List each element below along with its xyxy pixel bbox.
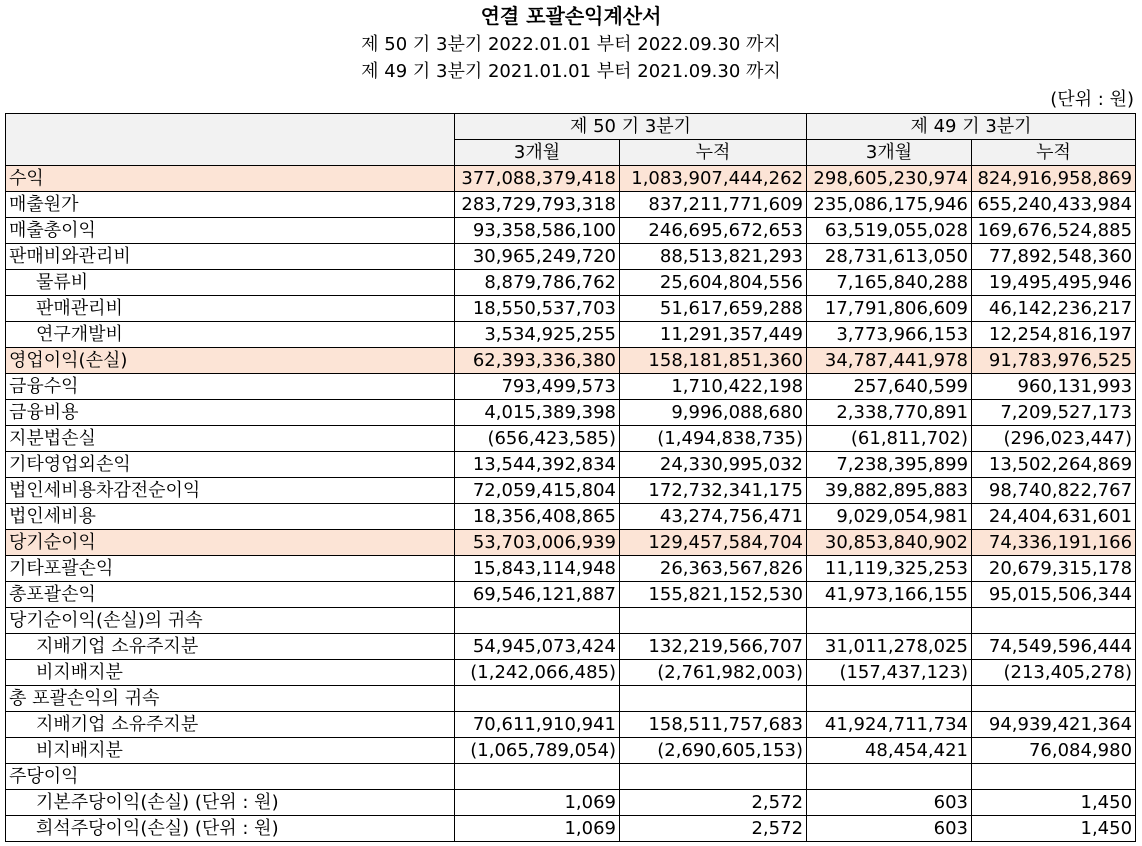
table-row [6, 764, 1136, 790]
value-prior-3m: 34,787,441,978 [807, 348, 972, 374]
value-current-cum: 51,617,659,288 [620, 296, 807, 322]
value-prior-3m: (157,437,123) [807, 660, 972, 686]
table-row [6, 374, 1136, 400]
value-prior-3m: 298,605,230,974 [807, 166, 972, 192]
table-row [6, 400, 1136, 426]
table-body [6, 166, 1136, 842]
value-current-cum: 24,330,995,032 [620, 452, 807, 478]
value-current-3m [455, 608, 620, 634]
value-prior-cum: 1,450 [972, 790, 1136, 816]
value-prior-cum: 19,495,495,946 [972, 270, 1136, 296]
value-current-3m: 283,729,793,318 [455, 192, 620, 218]
period-current: 제 50 기 3분기 2022.01.01 부터 2022.09.30 까지 [361, 34, 781, 55]
value-prior-3m: 2,338,770,891 [807, 400, 972, 426]
value-current-3m: 93,358,586,100 [455, 218, 620, 244]
value-prior-3m: 235,086,175,946 [807, 192, 972, 218]
value-prior-3m: 7,165,840,288 [807, 270, 972, 296]
table-row [6, 816, 1136, 842]
value-prior-3m: 41,924,711,734 [807, 712, 972, 738]
row-label: 영업이익(손실) [6, 348, 455, 374]
value-prior-cum: 98,740,822,767 [972, 478, 1136, 504]
table-row [6, 348, 1136, 374]
value-prior-cum [972, 764, 1136, 790]
value-current-3m [455, 686, 620, 712]
value-prior-3m: 31,011,278,025 [807, 634, 972, 660]
table-row [6, 296, 1136, 322]
row-label: 기타포괄손익 [6, 556, 455, 582]
value-current-cum: 172,732,341,175 [620, 478, 807, 504]
value-prior-cum: 95,015,506,344 [972, 582, 1136, 608]
value-prior-cum: 655,240,433,984 [972, 192, 1136, 218]
value-prior-cum: 960,131,993 [972, 374, 1136, 400]
value-current-cum [620, 764, 807, 790]
value-current-3m: 1,069 [455, 790, 620, 816]
value-prior-3m: 603 [807, 816, 972, 842]
value-current-cum: 158,511,757,683 [620, 712, 807, 738]
value-current-3m: 4,015,389,398 [455, 400, 620, 426]
value-prior-cum: 76,084,980 [972, 738, 1136, 764]
row-label: 지배기업 소유주지분 [6, 634, 455, 660]
value-prior-3m: 39,882,895,883 [807, 478, 972, 504]
value-current-3m: (656,423,585) [455, 426, 620, 452]
table-row [6, 192, 1136, 218]
value-current-cum: 155,821,152,530 [620, 582, 807, 608]
value-prior-cum: 24,404,631,601 [972, 504, 1136, 530]
table-row [6, 322, 1136, 348]
row-label: 지배기업 소유주지분 [6, 712, 455, 738]
value-current-3m: 15,843,114,948 [455, 556, 620, 582]
value-prior-cum: 7,209,527,173 [972, 400, 1136, 426]
value-prior-3m: 17,791,806,609 [807, 296, 972, 322]
value-current-3m: 18,550,537,703 [455, 296, 620, 322]
value-current-cum: 837,211,771,609 [620, 192, 807, 218]
row-label: 비지배지분 [6, 738, 455, 764]
table-row [6, 660, 1136, 686]
value-current-cum: 43,274,756,471 [620, 504, 807, 530]
value-current-cum: (2,690,605,153) [620, 738, 807, 764]
value-current-cum: 26,363,567,826 [620, 556, 807, 582]
value-current-3m: 1,069 [455, 816, 620, 842]
value-current-cum: 88,513,821,293 [620, 244, 807, 270]
row-label: 판매관리비 [6, 296, 455, 322]
table-row [6, 738, 1136, 764]
row-label: 주당이익 [6, 764, 455, 790]
value-current-3m: 70,611,910,941 [455, 712, 620, 738]
value-prior-3m: (61,811,702) [807, 426, 972, 452]
header-prior-cum: 누적 [972, 140, 1136, 166]
value-prior-cum [972, 608, 1136, 634]
table-row [6, 452, 1136, 478]
table-row [6, 244, 1136, 270]
value-prior-cum [972, 686, 1136, 712]
value-current-cum: 158,181,851,360 [620, 348, 807, 374]
income-statement-table [5, 113, 1136, 842]
value-current-cum: 11,291,357,449 [620, 322, 807, 348]
period-prior: 제 49 기 3분기 2021.01.01 부터 2021.09.30 까지 [361, 61, 781, 82]
value-current-cum: 2,572 [620, 790, 807, 816]
value-prior-3m: 30,853,840,902 [807, 530, 972, 556]
value-current-3m: 72,059,415,804 [455, 478, 620, 504]
table-row [6, 608, 1136, 634]
value-prior-cum: 91,783,976,525 [972, 348, 1136, 374]
value-current-3m: 62,393,336,380 [455, 348, 620, 374]
row-label: 수익 [6, 166, 455, 192]
value-prior-3m [807, 608, 972, 634]
header-blank [6, 114, 455, 166]
value-prior-cum: 77,892,548,360 [972, 244, 1136, 270]
value-current-3m: 53,703,006,939 [455, 530, 620, 556]
row-label: 판매비와관리비 [6, 244, 455, 270]
row-label: 매출총이익 [6, 218, 455, 244]
table-row [6, 478, 1136, 504]
table-row [6, 686, 1136, 712]
value-current-3m: 793,499,573 [455, 374, 620, 400]
value-prior-cum: 94,939,421,364 [972, 712, 1136, 738]
row-label: 당기순이익 [6, 530, 455, 556]
value-prior-3m: 9,029,054,981 [807, 504, 972, 530]
table-row [6, 790, 1136, 816]
value-prior-3m: 48,454,421 [807, 738, 972, 764]
row-label: 법인세비용차감전순이익 [6, 478, 455, 504]
table-row [6, 582, 1136, 608]
statement-title: 연결 포괄손익계산서 [480, 4, 662, 28]
value-prior-3m: 63,519,055,028 [807, 218, 972, 244]
value-current-cum: (2,761,982,003) [620, 660, 807, 686]
value-current-cum: (1,494,838,735) [620, 426, 807, 452]
header-current-3m: 3개월 [455, 140, 620, 166]
value-current-cum [620, 608, 807, 634]
header-group-prior: 제 49 기 3분기 [807, 114, 1136, 140]
value-current-3m: 69,546,121,887 [455, 582, 620, 608]
value-current-3m: 18,356,408,865 [455, 504, 620, 530]
value-prior-3m [807, 764, 972, 790]
row-label: 금융수익 [6, 374, 455, 400]
value-prior-3m: 11,119,325,253 [807, 556, 972, 582]
value-current-cum: 9,996,088,680 [620, 400, 807, 426]
value-prior-cum: 74,549,596,444 [972, 634, 1136, 660]
value-prior-cum: 46,142,236,217 [972, 296, 1136, 322]
row-label: 금융비용 [6, 400, 455, 426]
value-current-3m: 30,965,249,720 [455, 244, 620, 270]
row-label: 총 포괄손익의 귀속 [6, 686, 455, 712]
value-current-cum [620, 686, 807, 712]
header-current-cum: 누적 [620, 140, 807, 166]
value-current-cum: 1,083,907,444,262 [620, 166, 807, 192]
value-prior-3m: 7,238,395,899 [807, 452, 972, 478]
value-prior-cum: 169,676,524,885 [972, 218, 1136, 244]
value-current-cum: 246,695,672,653 [620, 218, 807, 244]
value-prior-3m [807, 686, 972, 712]
row-label: 총포괄손익 [6, 582, 455, 608]
row-label: 매출원가 [6, 192, 455, 218]
table-row [6, 426, 1136, 452]
value-current-3m: 13,544,392,834 [455, 452, 620, 478]
value-current-3m [455, 764, 620, 790]
table-row [6, 504, 1136, 530]
value-prior-cum: (296,023,447) [972, 426, 1136, 452]
table-row [6, 634, 1136, 660]
table-row [6, 270, 1136, 296]
row-label: 기타영업외손익 [6, 452, 455, 478]
value-prior-3m: 603 [807, 790, 972, 816]
row-label: 기본주당이익(손실) (단위 : 원) [6, 790, 455, 816]
table-row [6, 218, 1136, 244]
row-label: 당기순이익(손실)의 귀속 [6, 608, 455, 634]
value-current-3m: (1,242,066,485) [455, 660, 620, 686]
value-prior-3m: 28,731,613,050 [807, 244, 972, 270]
value-current-cum: 1,710,422,198 [620, 374, 807, 400]
row-label: 물류비 [6, 270, 455, 296]
value-current-cum: 129,457,584,704 [620, 530, 807, 556]
row-label: 법인세비용 [6, 504, 455, 530]
table-row [6, 556, 1136, 582]
table-row [6, 166, 1136, 192]
table-row [6, 530, 1136, 556]
row-label: 지분법손실 [6, 426, 455, 452]
row-label: 희석주당이익(손실) (단위 : 원) [6, 816, 455, 842]
header-group-current: 제 50 기 3분기 [455, 114, 807, 140]
unit-note: (단위 : 원) [1050, 89, 1134, 110]
value-prior-3m: 41,973,166,155 [807, 582, 972, 608]
value-current-cum: 132,219,566,707 [620, 634, 807, 660]
row-label: 비지배지분 [6, 660, 455, 686]
value-current-3m: 8,879,786,762 [455, 270, 620, 296]
value-current-3m: 54,945,073,424 [455, 634, 620, 660]
header-prior-3m: 3개월 [807, 140, 972, 166]
value-current-cum: 25,604,804,556 [620, 270, 807, 296]
value-current-3m: 377,088,379,418 [455, 166, 620, 192]
value-prior-cum: (213,405,278) [972, 660, 1136, 686]
value-prior-cum: 13,502,264,869 [972, 452, 1136, 478]
value-prior-cum: 74,336,191,166 [972, 530, 1136, 556]
table-row [6, 712, 1136, 738]
value-current-3m: 3,534,925,255 [455, 322, 620, 348]
value-prior-cum: 20,679,315,178 [972, 556, 1136, 582]
value-prior-cum: 824,916,958,869 [972, 166, 1136, 192]
row-label: 연구개발비 [6, 322, 455, 348]
value-prior-3m: 257,640,599 [807, 374, 972, 400]
value-prior-3m: 3,773,966,153 [807, 322, 972, 348]
value-current-cum: 2,572 [620, 816, 807, 842]
value-prior-cum: 1,450 [972, 816, 1136, 842]
value-prior-cum: 12,254,816,197 [972, 322, 1136, 348]
value-current-3m: (1,065,789,054) [455, 738, 620, 764]
